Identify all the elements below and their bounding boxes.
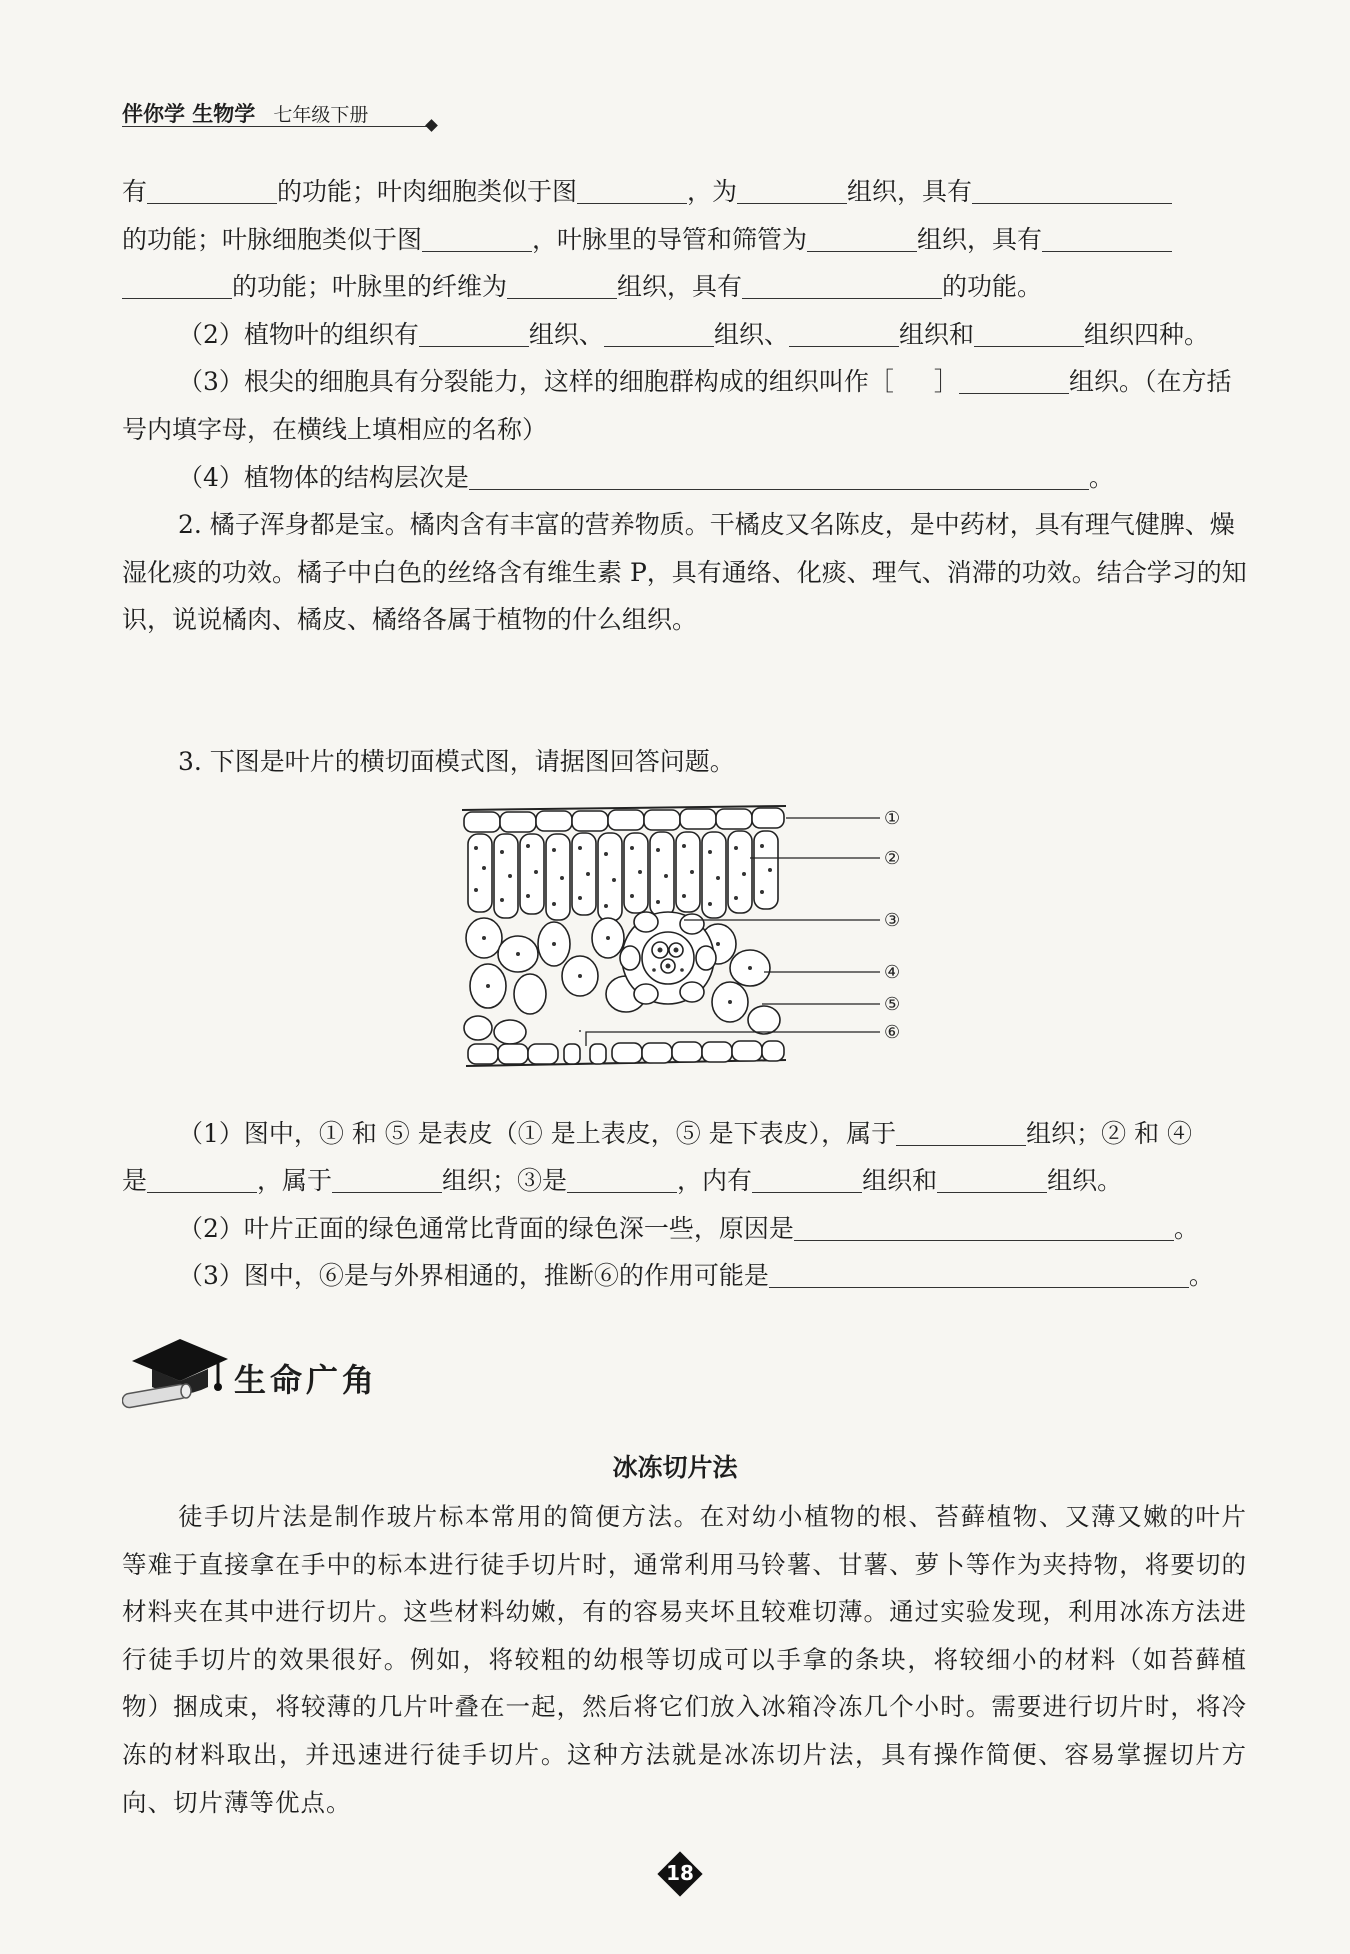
article-body [122,1493,1247,1826]
label-5: ⑤ [884,993,901,1015]
answer-blank[interactable] [972,202,1172,204]
label-6: ⑥ [884,1021,901,1043]
answer-blank[interactable] [789,345,899,347]
graduation-cap-icon [122,1325,232,1415]
answer-blank[interactable] [807,250,917,252]
label-1: ① [884,807,901,829]
book-title: 伴你学 生物学 [122,102,256,126]
answer-blank[interactable] [896,1144,1026,1146]
answer-blank[interactable] [769,1286,1189,1288]
palisade-tissue [468,831,778,921]
q1-part-2: （2）植物叶的组织有 组织、 组织、 组织和 组织四种。 [178,319,1209,349]
question-2: 2. 橘子浑身都是宝。橘肉含有丰富的营养物质。干橘皮又名陈皮，是中药材，具有理气健脾、燥湿化痰的功效。橘子中白色的丝络含有维生素 P，具有通络、化痰、理气、消滞的功效。结合学习的知识，说说橘肉、橘皮、橘络各属于植物的什么组织。 [122,510,1247,635]
answer-blank[interactable] [469,488,1089,490]
answer-blank[interactable] [147,1191,257,1193]
label-2: ② [884,847,901,869]
page-number-badge [658,1852,702,1896]
answer-blank[interactable] [794,1239,1174,1241]
leaf-diagram [460,798,1060,1094]
question-3-intro: 3. 下图是叶片的横切面模式图，请据图回答问题。 [178,746,735,776]
answer-blank[interactable] [752,1191,862,1193]
answer-blank[interactable] [974,345,1084,347]
answer-blank[interactable] [742,297,942,299]
answer-blank[interactable] [567,1191,677,1193]
q3-part-3: （3）图中，⑥是与外界相通的，推断⑥的作用可能是 。 [178,1261,1214,1291]
label-4: ④ [884,961,901,983]
q1-part-3: （3）根尖的细胞具有分裂能力，这样的细胞群构成的组织叫作［ ］ 组织。（在方括号内填字母，在横线上填相应的名称） [122,367,1232,444]
upper-epidermis [464,808,784,832]
answer-blank[interactable] [937,1191,1047,1193]
article-title: 冰冻切片法 [612,1453,738,1482]
q3-part-1-line-2: 是 ，属于 组织；③是 ，内有 组织和 组织。 [122,1166,1123,1196]
q3-part-2: （2）叶片正面的绿色通常比背面的绿色深一些，原因是 。 [178,1213,1199,1243]
answer-blank[interactable] [332,1191,442,1193]
answer-blank[interactable] [422,250,532,252]
page-number: 18 [666,1861,694,1885]
vein-bundle [620,912,716,1004]
q1-line-3: 的功能；叶脉里的纤维为 组织，具有 的功能。 [122,263,1247,311]
answer-blank[interactable] [147,202,277,204]
answer-space[interactable] [122,644,1247,738]
spongy-tissue [464,918,780,1044]
q1-part-4: （4）植物体的结构层次是 。 [178,462,1114,492]
section-heading [122,1325,422,1415]
article-paragraph: 徒手切片法是制作玻片标本常用的简便方法。在对幼小植物的根、苔藓植物、又薄又嫩的叶片等难于直接拿在手中的标本进行徒手切片时，通常利用马铃薯、甘薯、萝卜等作为夹持物，将要切的材料夹在其中进行切片。这些材料幼嫩，有的容易夹坏且较难切薄。通过实验发现，利用冰冻方法进行徒手切片的效果很好。例如，将较粗的幼根等切成可以手拿的条块，将较细小的材料（如苔藓植物）捆成束，将较薄的几片叶叠在一起，然后将它们放入冰箱冷冻几个小时。需要进行切片时，将冷冻的材料取出，并迅速进行徒手切片。这种方法就是冰冻切片法，具有操作简便、容易掌握切片方向、切片薄等优点。 [122,1502,1247,1817]
answer-blank[interactable] [419,345,529,347]
exercise-content [122,168,1247,1300]
q1-line-2: 的功能；叶脉细胞类似于图 ，叶脉里的导管和筛管为 组织，具有 [122,216,1247,264]
answer-blank[interactable] [1042,250,1172,252]
answer-blank[interactable] [604,345,714,347]
header-diamond-icon [425,119,438,132]
answer-blank[interactable] [507,297,617,299]
answer-blank[interactable] [959,392,1069,394]
answer-blank[interactable] [577,202,687,204]
q1-line-1: 有 的功能；叶肉细胞类似于图 ，为 组织，具有 [122,168,1247,216]
q3-part-1: （1）图中，① 和 ⑤ 是表皮（① 是上表皮，⑤ 是下表皮），属于 组织；② 和 ④ [178,1118,1193,1148]
running-header [122,98,368,128]
answer-blank[interactable] [122,297,232,299]
leaf-cross-section-figure [122,798,1247,1100]
section-title: 生命广角 [234,1361,379,1399]
header-rule [122,126,430,127]
label-3: ③ [884,909,901,931]
grade-label: 七年级下册 [273,104,369,126]
answer-blank[interactable] [737,202,847,204]
lower-epidermis [468,1041,784,1064]
